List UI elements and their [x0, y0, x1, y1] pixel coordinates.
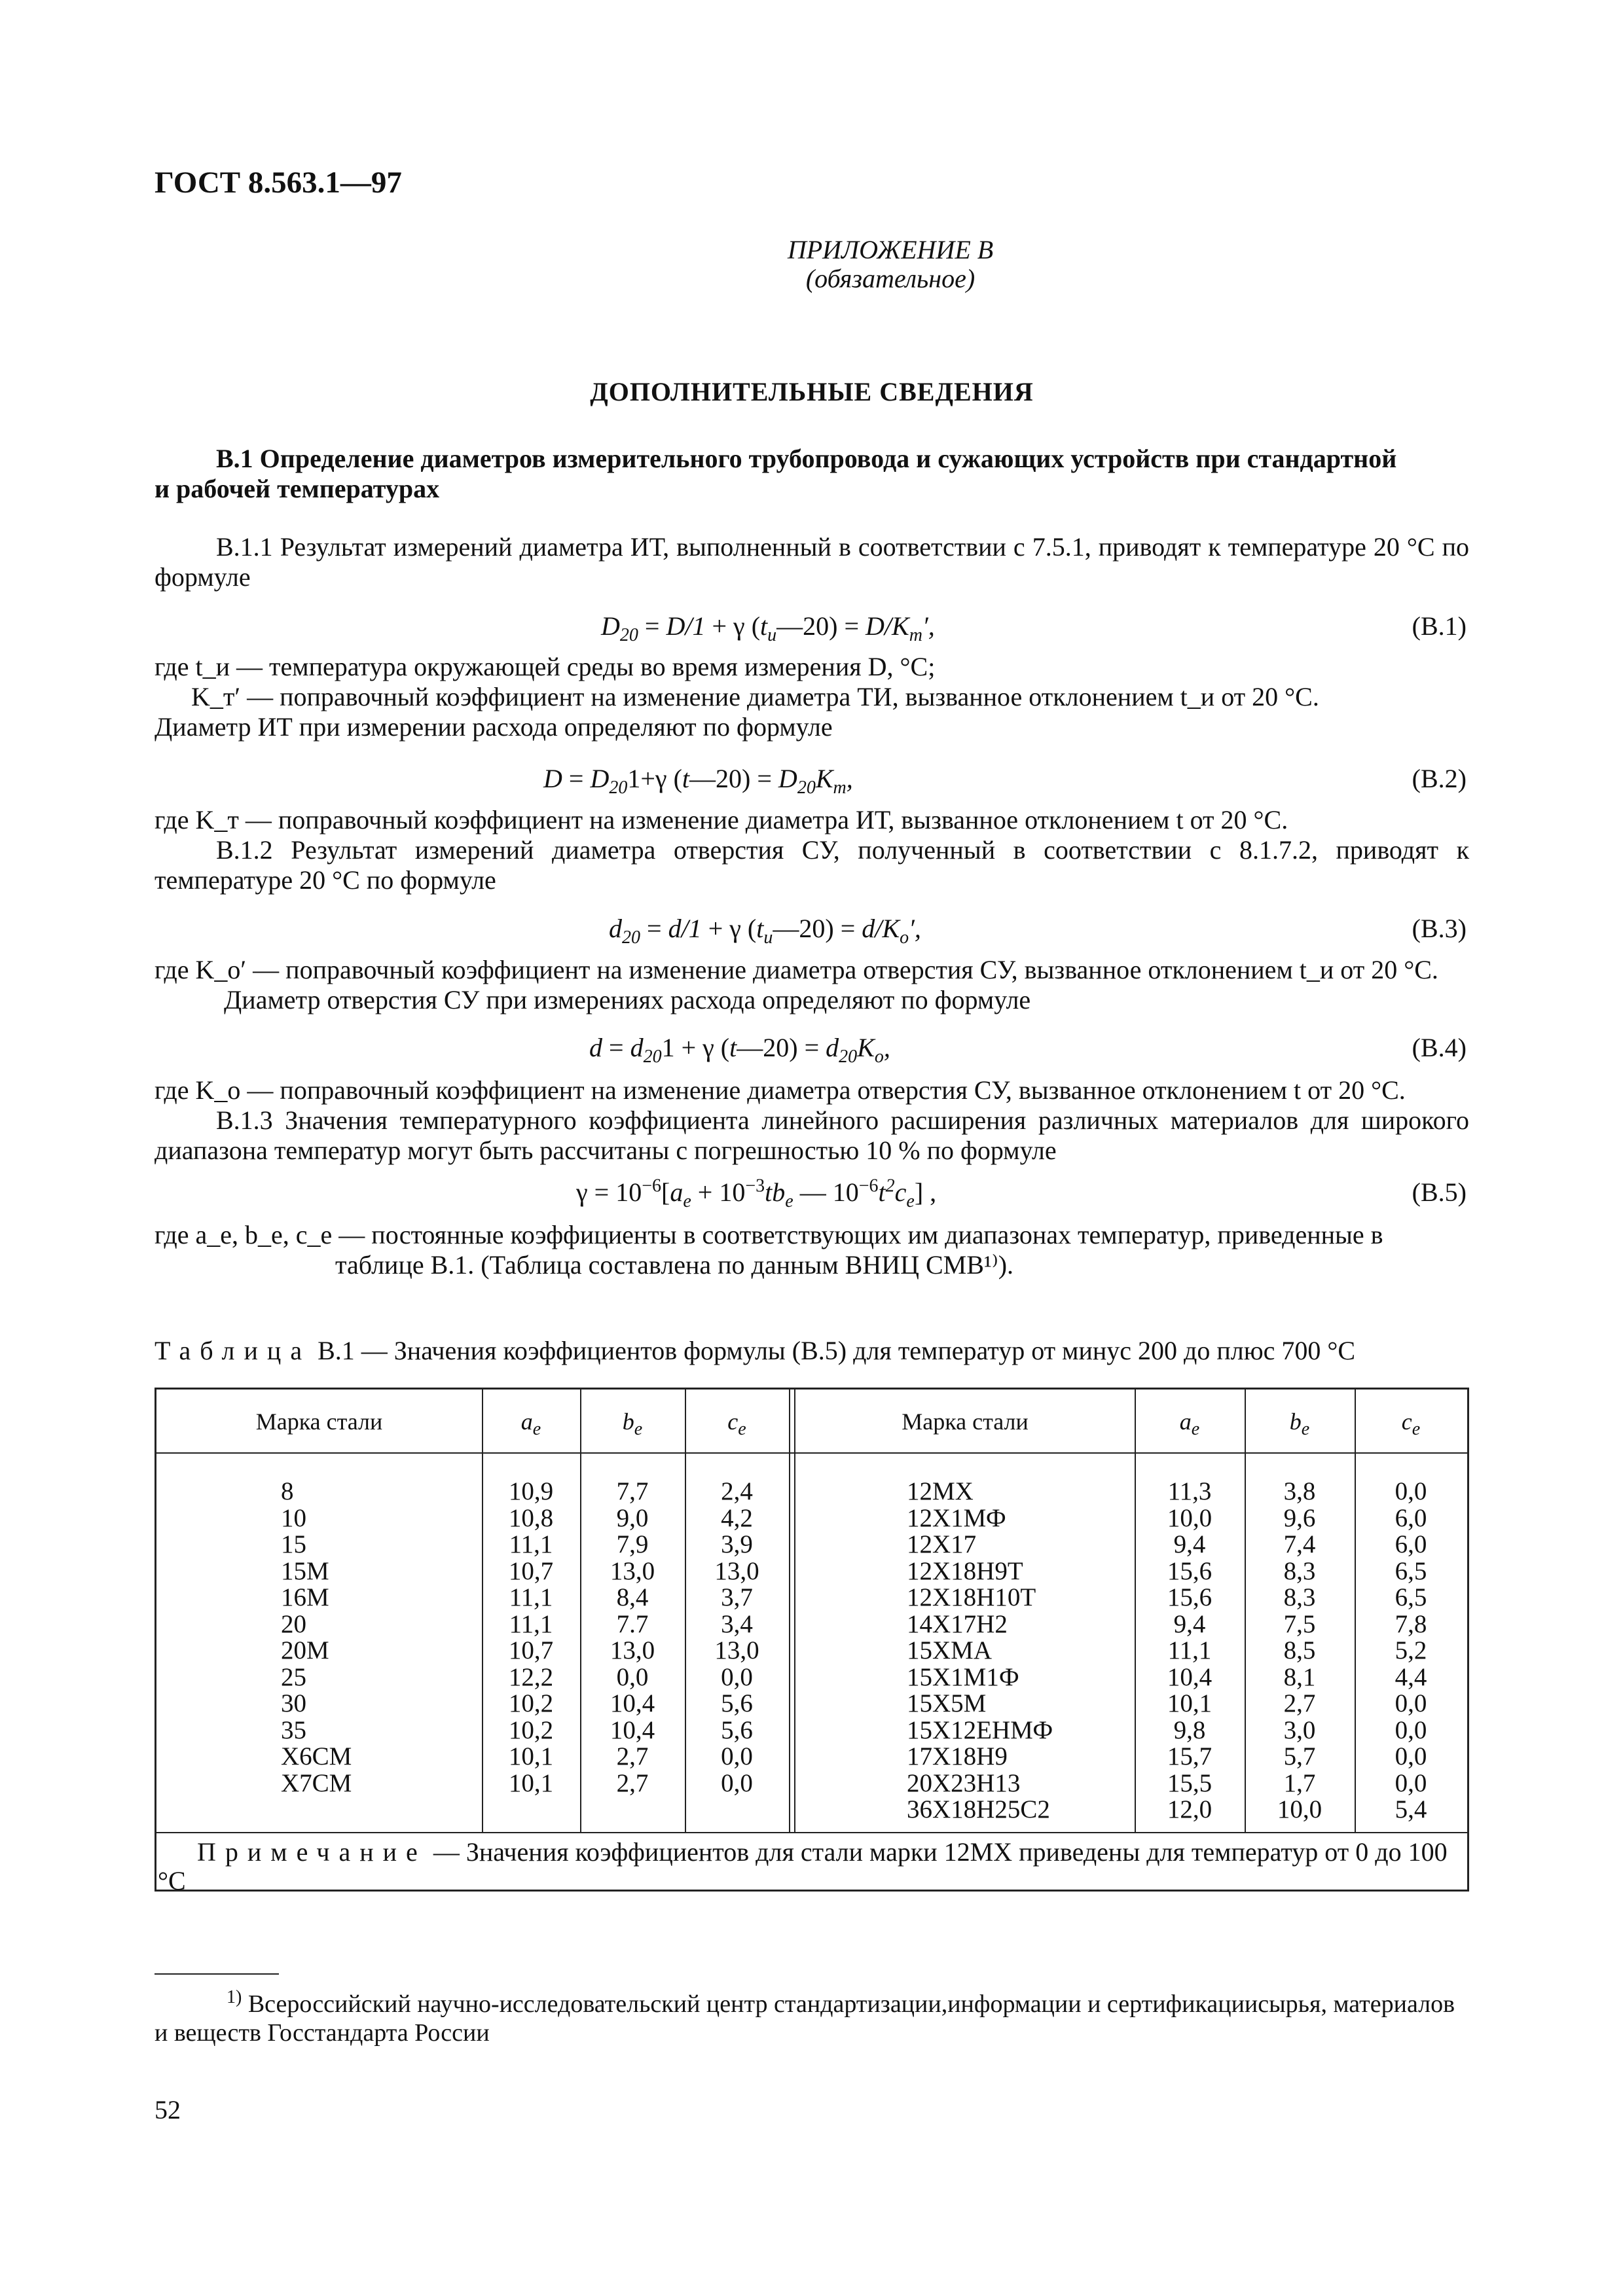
equation-number-b5: (В.5) — [1412, 1177, 1467, 1207]
equation-number-b2: (В.2) — [1412, 764, 1467, 793]
header-b-left: $b_e$ — [622, 1408, 643, 1440]
table-note-rule — [156, 1832, 1467, 1833]
paragraph-b13: В.1.3 Значения температурного коэффициента линейного расширения различных материалов для широкого диапазона температур могут быть рассчитаны с погрешностью 10 % по формуле — [155, 1105, 1469, 1165]
table-cell: 9,4 — [1173, 1609, 1206, 1638]
table-cell: 5,4 — [1395, 1795, 1427, 1823]
table-cell: 10,4 — [610, 1689, 655, 1717]
table-cell: 13,0 — [610, 1636, 655, 1664]
equation-number-b3: (В.3) — [1412, 914, 1467, 943]
table-cell: Х6СМ — [281, 1742, 352, 1770]
paragraph-b12: В.1.2 Результат измерений диаметра отверстия СУ, полученный в соответствии с 8.1.7.2, приводят к температуре 20 °С по формуле — [155, 835, 1469, 895]
table-caption-text: В.1 — Значения коэффициентов формулы (В.5) для температур от минус 200 до плюс 700 °С — [318, 1336, 1356, 1365]
table-cell: 6,5 — [1395, 1556, 1427, 1585]
header-c-left: $c_e$ — [727, 1408, 746, 1440]
table-cell: 10,8 — [508, 1503, 554, 1532]
table-cell: 20 — [281, 1609, 306, 1638]
section-heading-line2: и рабочей температурах — [155, 474, 440, 503]
table-cell: 7.7 — [616, 1609, 649, 1638]
column-c-left — [685, 1479, 789, 1797]
table-divider — [789, 1390, 790, 1832]
section-heading-line1: В.1 Определение диаметров измерительного трубопровода и сужающих устройств при стандартной — [216, 444, 1397, 473]
table-cell: 13,0 — [714, 1636, 759, 1664]
table-cell: 3,7 — [721, 1583, 753, 1611]
header-steel-right: Марка стали — [902, 1408, 1029, 1435]
formula-b1: $D_{20} = D/1 + \gamma$ $(t_и—20) = D/K_т'$, — [601, 611, 935, 645]
appendix-label: ПРИЛОЖЕНИЕ В — [787, 235, 994, 264]
table-cell: 0,0 — [721, 1768, 753, 1797]
header-a-right: $a_e$ — [1179, 1408, 1200, 1440]
table-cell: 16М — [281, 1583, 329, 1611]
footnote-mark: 1) — [227, 1987, 242, 2008]
table-cell: 3,4 — [721, 1609, 753, 1638]
table-cell: 0,0 — [721, 1662, 753, 1691]
coefficients-table — [155, 1388, 1469, 1895]
table-cell: 3,0 — [1283, 1715, 1316, 1744]
column-c-right — [1355, 1479, 1467, 1823]
column-a-right — [1135, 1479, 1245, 1823]
table-cell: 35 — [281, 1715, 306, 1744]
formula-b3: $d_{20} = d/1 + \gamma$ $(t_и—20) = d/K_о'$, — [609, 914, 921, 948]
table-cell: 5,7 — [1283, 1742, 1316, 1770]
table-cell: 20М — [281, 1636, 329, 1664]
table-cell: 8 — [281, 1477, 294, 1505]
table-cell: 0,0 — [1395, 1742, 1427, 1770]
appendix-status: (обязательное) — [805, 264, 976, 293]
table-cell: 1,7 — [1283, 1768, 1316, 1797]
header-c-right: $c_e$ — [1401, 1408, 1421, 1440]
paragraph-measure-it: Диаметр ИТ при измерении расхода определяют по формуле — [155, 712, 833, 742]
table-cell: 15,7 — [1167, 1742, 1213, 1770]
table-cell: 8,3 — [1283, 1556, 1316, 1585]
table-header-rule — [156, 1452, 1467, 1454]
table-cell: 8,1 — [1283, 1662, 1316, 1691]
footnote — [155, 1987, 1469, 2047]
table-cell: 9,4 — [1173, 1530, 1206, 1558]
table-cell: 15,6 — [1167, 1583, 1213, 1611]
definition-b5-line2: таблице В.1. (Таблица составлена по данным ВНИЦ СМВ¹⁾). — [335, 1250, 1014, 1280]
table-cell: 11,3 — [1167, 1477, 1212, 1505]
table-cell: 12Х18Н10Т — [907, 1583, 1036, 1611]
paragraph-measure-su: Диаметр отверстия СУ при измерениях расхода определяют по формуле — [224, 985, 1031, 1014]
table-cell: 14Х17Н2 — [907, 1609, 1008, 1638]
table-cell: 15ХМА — [907, 1636, 993, 1664]
table-note — [158, 1838, 1465, 1895]
table-cell: 11,1 — [1167, 1636, 1212, 1664]
table-cell: 2,7 — [616, 1742, 649, 1770]
table-cell: 30 — [281, 1689, 306, 1717]
definition-b5-line1: где a_е, b_е, c_е — постоянные коэффициенты в соответствующих им диапазонах температур, приведенные в — [155, 1220, 1383, 1249]
table-cell: 10,0 — [1277, 1795, 1322, 1823]
table-cell: 12МХ — [907, 1477, 974, 1505]
table-cell: 5,2 — [1395, 1636, 1427, 1664]
header-steel-left: Марка стали — [255, 1408, 383, 1435]
table-cell: 8,3 — [1283, 1583, 1316, 1611]
column-b-right — [1245, 1479, 1355, 1823]
table-cell: 0,0 — [721, 1742, 753, 1770]
table-cell: 11,1 — [509, 1530, 553, 1558]
table-cell: 8,5 — [1283, 1636, 1316, 1664]
table-cell: 3,8 — [1283, 1477, 1316, 1505]
column-a-left — [482, 1479, 580, 1797]
table-cell: 0,0 — [1395, 1715, 1427, 1744]
equation-number-b4: (В.4) — [1412, 1033, 1467, 1062]
table-cell: 7,5 — [1283, 1609, 1316, 1638]
table-cell: 5,6 — [721, 1715, 753, 1744]
page-number: 52 — [155, 2095, 181, 2125]
table-cell: 10,4 — [1167, 1662, 1213, 1691]
table-cell: 7,9 — [616, 1530, 649, 1558]
table-cell: 12,0 — [1167, 1795, 1213, 1823]
table-note-text: — Значения коэффициентов для стали марки 12МХ приведены для температур от 0 до 100 °С — [158, 1837, 1448, 1895]
definition-b2: где K_т — поправочный коэффициент на изменение диаметра ИТ, вызванное отклонением t от 20 °С. — [155, 805, 1288, 834]
header-a-left: $a_e$ — [520, 1408, 541, 1440]
table-cell: 20Х23Н13 — [907, 1768, 1021, 1797]
appendix-heading — [694, 236, 1087, 293]
column-b-left — [580, 1479, 685, 1797]
footnote-text: Всероссийский научно-исследовательский центр стандартизации,информации и сертификациисырья, материалов и веществ Госстандарта России — [155, 1990, 1455, 2047]
table-cell: 10 — [281, 1503, 306, 1532]
table-cell: 15Х12ЕНМФ — [907, 1715, 1053, 1744]
table-cell: 11,1 — [509, 1583, 553, 1611]
table-cell: 13,0 — [714, 1556, 759, 1585]
formula-b5: $\gamma = 10^{-6}[a_е + 10^{-3}tb_е$ — $10^{-6}t^2c_е$] , — [576, 1175, 937, 1211]
paragraph-b11: В.1.1 Результат измерений диаметра ИТ, выполненный в соответствии с 7.5.1, приводят к температуре 20 °С по формуле — [155, 532, 1469, 592]
table-cell: 36Х18Н25С2 — [907, 1795, 1050, 1823]
table-cell: 5,6 — [721, 1689, 753, 1717]
table-cell: 15 — [281, 1530, 306, 1558]
table-cell: 6,5 — [1395, 1583, 1427, 1611]
equation-number-b1: (В.1) — [1412, 611, 1467, 641]
table-cell: 25 — [281, 1662, 306, 1691]
table-cell: 7,4 — [1283, 1530, 1316, 1558]
table-cell: 9,6 — [1283, 1503, 1316, 1532]
table-cell: 10,7 — [508, 1556, 554, 1585]
table-cell: 10,4 — [610, 1715, 655, 1744]
table-cell: 10,2 — [508, 1689, 554, 1717]
table-cell: 9,0 — [616, 1503, 649, 1532]
table-cell: 15Х5М — [907, 1689, 987, 1717]
table-cell: 0,0 — [1395, 1768, 1427, 1797]
table-cell: 2,7 — [616, 1768, 649, 1797]
table-cell: 6,0 — [1395, 1530, 1427, 1558]
column-steel-left — [156, 1479, 482, 1797]
table-cell: 12Х17 — [907, 1530, 977, 1558]
table-cell: 17Х18Н9 — [907, 1742, 1008, 1770]
table-cell: Х7СМ — [281, 1768, 352, 1797]
footnote-rule — [155, 1973, 279, 1975]
column-steel-right — [795, 1479, 1135, 1823]
table-caption-word: Таблица — [155, 1336, 312, 1365]
table-cell: 11,1 — [509, 1609, 553, 1638]
table-note-word: Примечание — [197, 1837, 427, 1867]
table-cell: 7,7 — [616, 1477, 649, 1505]
table-cell: 13,0 — [610, 1556, 655, 1585]
table-caption — [155, 1335, 1469, 1366]
table-cell: 12Х18Н9Т — [907, 1556, 1023, 1585]
table-cell: 8,4 — [616, 1583, 649, 1611]
table-cell: 4,4 — [1395, 1662, 1427, 1691]
formula-b2: $D = D_{20}1+\gamma$ (t—20) = $D_{20}K_т$, — [543, 764, 853, 798]
table-cell: 10,2 — [508, 1715, 554, 1744]
table-cell: 10,0 — [1167, 1503, 1213, 1532]
page-title: ДОПОЛНИТЕЛЬНЫЕ СВЕДЕНИЯ — [590, 377, 1034, 406]
table-cell: 15,6 — [1167, 1556, 1213, 1585]
table-cell: 15М — [281, 1556, 329, 1585]
table-cell: 9,8 — [1173, 1715, 1206, 1744]
definition-b4: где K_о — поправочный коэффициент на изменение диаметра отверстия СУ, вызванное отклонением t от 20 °С. — [155, 1075, 1406, 1105]
definition-b1b: K_т′ — поправочный коэффициент на изменение диаметра ТИ, вызванное отклонением t_и от 20 °С. — [191, 682, 1319, 711]
table-cell: 15,5 — [1167, 1768, 1213, 1797]
table-cell: 2,7 — [1283, 1689, 1316, 1717]
definition-b3: где K_о′ — поправочный коэффициент на изменение диаметра отверстия СУ, вызванное отклонением t_и от 20 °С. — [155, 955, 1438, 984]
formula-b4: $d = d_{20}1 + \gamma$ (t—20) = $d_{20}K_о$, — [589, 1033, 890, 1067]
header-b-right: $b_e$ — [1289, 1408, 1310, 1440]
table-cell: 15Х1М1Ф — [907, 1662, 1019, 1691]
table-cell: 7,8 — [1395, 1609, 1427, 1638]
table-cell: 6,0 — [1395, 1503, 1427, 1532]
table-cell: 4,2 — [721, 1503, 753, 1532]
table-cell: 3,9 — [721, 1530, 753, 1558]
table-cell: 0,0 — [616, 1662, 649, 1691]
table-cell: 0,0 — [1395, 1689, 1427, 1717]
table-cell: 12,2 — [508, 1662, 554, 1691]
table-cell: 10,9 — [508, 1477, 554, 1505]
table-cell: 0,0 — [1395, 1477, 1427, 1505]
table-cell: 12Х1МФ — [907, 1503, 1006, 1532]
table-cell: 10,1 — [508, 1768, 554, 1797]
table-cell: 10,1 — [508, 1742, 554, 1770]
table-cell: 10,7 — [508, 1636, 554, 1664]
section-heading — [155, 444, 1469, 504]
definition-b1a: где t_и — температура окружающей среды во время измерения D, °С; — [155, 652, 936, 681]
table-cell: 10,1 — [1167, 1689, 1213, 1717]
document-id: ГОСТ 8.563.1—97 — [155, 166, 402, 200]
table-cell: 2,4 — [721, 1477, 753, 1505]
